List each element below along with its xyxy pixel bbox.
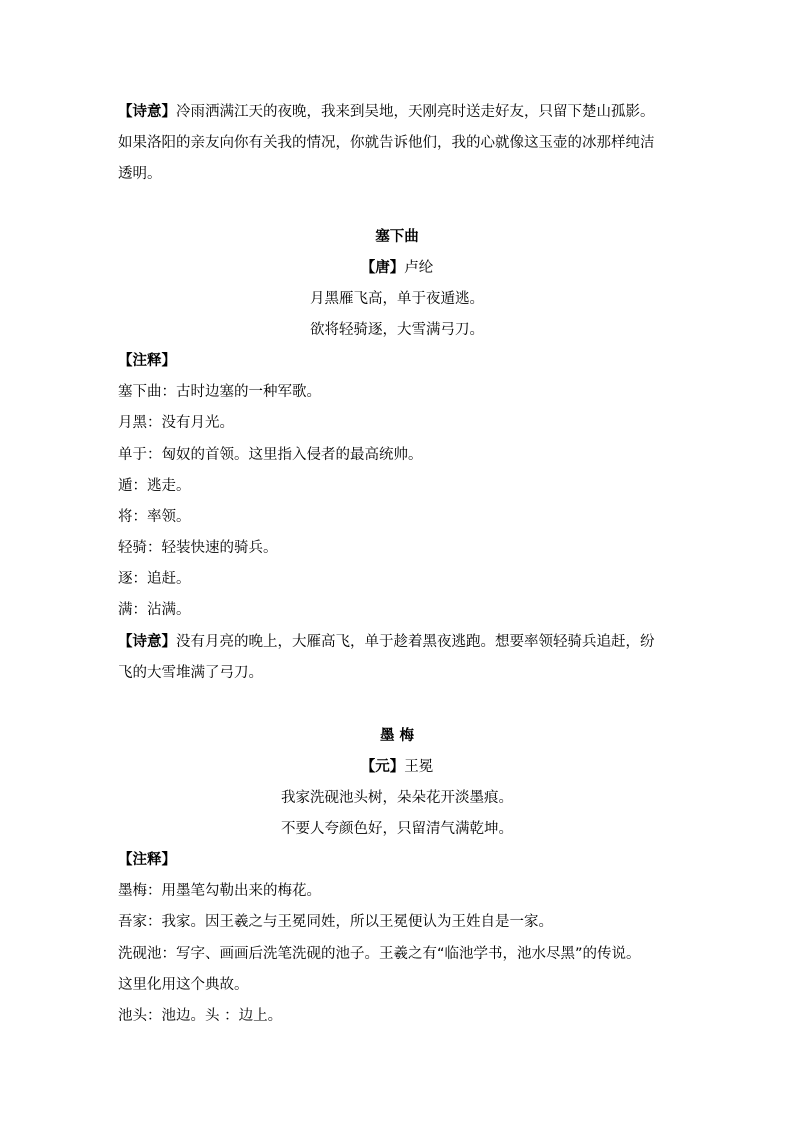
note-item: 将：率领。 [118, 509, 191, 525]
poem-author-name: 卢纶 [404, 260, 434, 276]
note-item: 吾家：我家。因王羲之与王冕同姓，所以王冕便认为王姓自是一家。 [118, 914, 553, 930]
shiyi-label: 【诗意】 [118, 104, 176, 120]
note-item: 墨梅：用墨笔勾勒出来的梅花。 [118, 883, 321, 899]
shiyi-paragraph-1 [118, 102, 655, 122]
poem-author-name: 王冕 [404, 759, 434, 775]
poem-line: 我家洗砚池头树，朵朵花开淡墨痕。 [281, 790, 513, 806]
note-item: 塞下曲：古时边塞的一种军歌。 [118, 384, 321, 400]
note-item: 轻骑：轻装快速的骑兵。 [118, 540, 278, 556]
notes-label: 【注释】 [118, 852, 176, 868]
shiyi-text: 冷雨洒满江天的夜晚，我来到吴地，天刚亮时送走好友，只留下楚山孤影。 [176, 104, 655, 120]
poem-line: 欲将轻骑逐，大雪满弓刀。 [310, 322, 484, 338]
poem-dynasty: 【元】 [360, 759, 405, 775]
shiyi-line: 透明。 [118, 166, 162, 182]
shiyi-text: 没有月亮的晚上，大雁高飞，单于趁着黑夜逃跑。想要率领轻骑兵追赶，纷 [176, 634, 655, 650]
poem-dynasty: 【唐】 [360, 260, 405, 276]
poem-line: 月黑雁飞高，单于夜遁逃。 [310, 291, 484, 307]
poem-author [0, 757, 794, 777]
poem-line: 不要人夸颜色好，只留清气满乾坤。 [281, 821, 513, 837]
shiyi-paragraph-2 [118, 632, 655, 652]
note-item: 逐：追赶。 [118, 571, 191, 587]
shiyi-line: 如果洛阳的亲友向你有关我的情况，你就告诉他们，我的心就像这玉壶的冰那样纯洁 [118, 135, 655, 151]
shiyi-label: 【诗意】 [118, 634, 176, 650]
note-item: 满：沾满。 [118, 602, 191, 618]
note-item: 遁：逃走。 [118, 478, 191, 494]
poem-author [0, 258, 794, 278]
note-item: 月黑：没有月光。 [118, 415, 234, 431]
note-item: 池头：池边。头 ：边上。 [118, 1008, 283, 1024]
poem-title: 塞下曲 [375, 229, 419, 245]
poem-title: 墨 梅 [379, 728, 415, 744]
note-item: 洗砚池：写字、画画后洗笔洗砚的池子。王羲之有“临池学书，池水尽黑”的传说。 [118, 946, 641, 962]
note-item: 单于：匈奴的首领。这里指入侵者的最高统帅。 [118, 447, 423, 463]
shiyi-line: 飞的大雪堆满了弓刀。 [118, 665, 263, 681]
note-item: 这里化用这个典故。 [118, 977, 249, 993]
notes-label: 【注释】 [118, 353, 176, 369]
